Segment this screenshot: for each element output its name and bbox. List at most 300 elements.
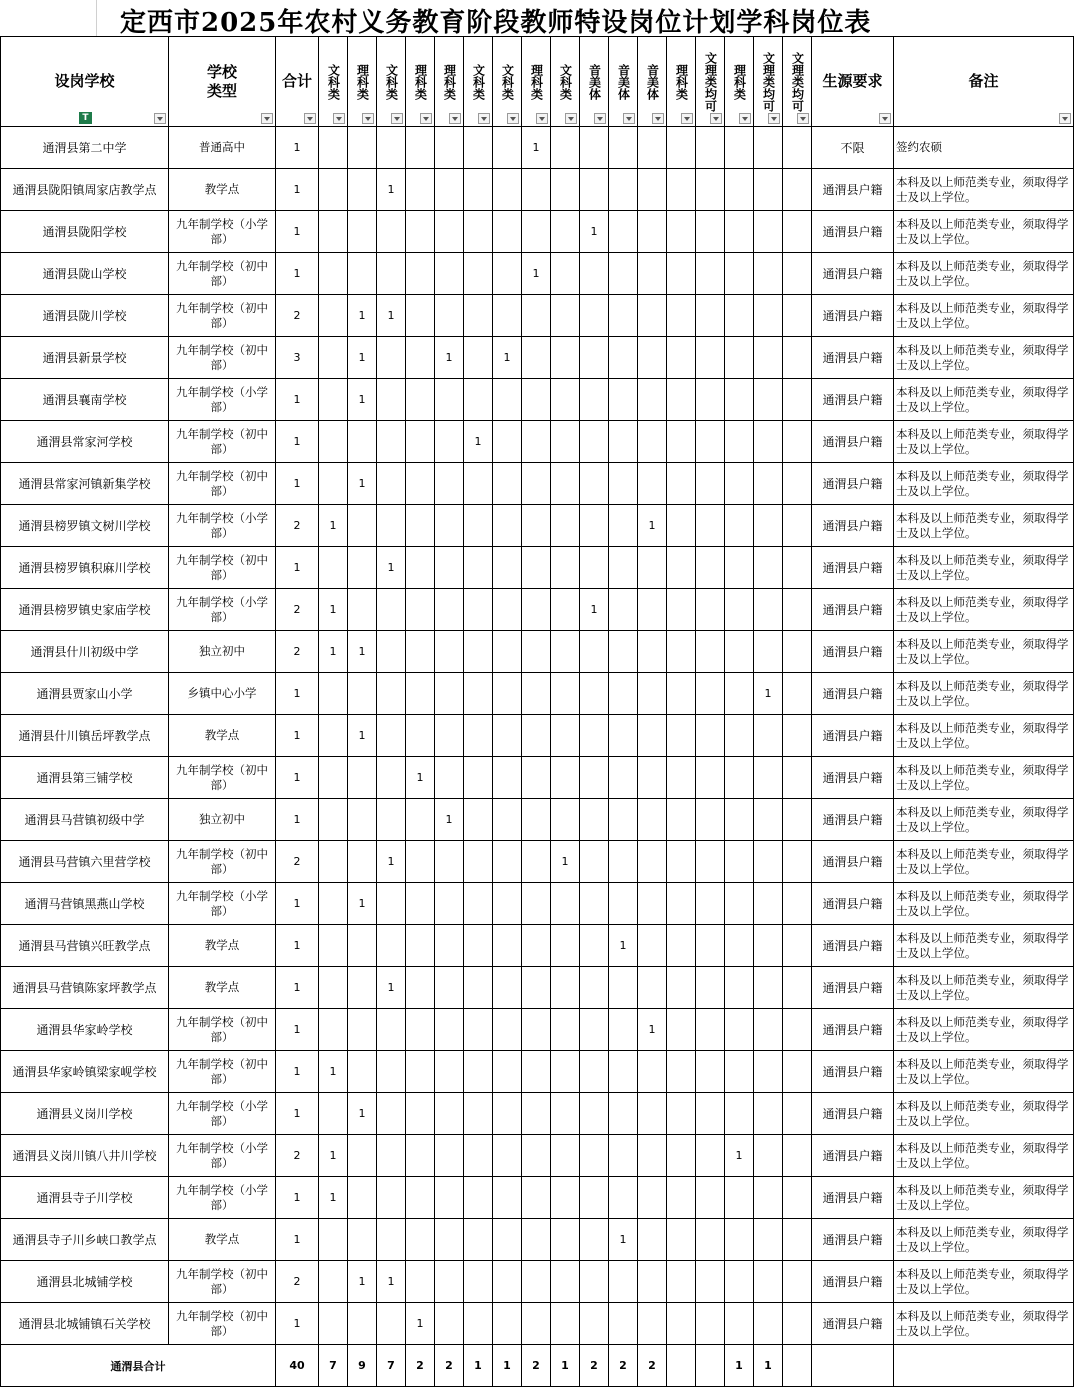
cell-subject-4[interactable] bbox=[406, 169, 435, 211]
cell-source[interactable]: 通渭县户籍 bbox=[812, 295, 894, 337]
filter-dropdown-icon[interactable] bbox=[623, 113, 635, 124]
cell-subject-2[interactable]: 1 bbox=[348, 463, 377, 505]
cell-subject-5[interactable] bbox=[435, 925, 464, 967]
cell-type[interactable]: 九年制学校（小学部） bbox=[169, 1177, 276, 1219]
cell-subject-5[interactable] bbox=[435, 1177, 464, 1219]
cell-subject-5[interactable] bbox=[435, 463, 464, 505]
cell-school[interactable]: 通渭县华家岭学校 bbox=[1, 1009, 169, 1051]
cell-subject-16[interactable] bbox=[754, 337, 783, 379]
cell-subject-16[interactable] bbox=[754, 1261, 783, 1303]
cell-note[interactable]: 本科及以上师范类专业，须取得学士及以上学位。 bbox=[894, 1009, 1074, 1051]
cell-subject-17[interactable] bbox=[783, 1135, 812, 1177]
cell-subject-1[interactable] bbox=[319, 211, 348, 253]
cell-note[interactable]: 本科及以上师范类专业，须取得学士及以上学位。 bbox=[894, 883, 1074, 925]
cell-subject-6[interactable] bbox=[464, 589, 493, 631]
cell-subject-7[interactable] bbox=[493, 295, 522, 337]
cell-subject-8[interactable] bbox=[522, 967, 551, 1009]
cell-subject-11[interactable] bbox=[609, 1051, 638, 1093]
cell-subject-11[interactable] bbox=[609, 589, 638, 631]
cell-subject-4[interactable]: 1 bbox=[406, 1303, 435, 1345]
cell-note[interactable]: 本科及以上师范类专业，须取得学士及以上学位。 bbox=[894, 421, 1074, 463]
cell-source[interactable]: 通渭县户籍 bbox=[812, 169, 894, 211]
cell-subject-9[interactable] bbox=[551, 631, 580, 673]
cell-total[interactable]: 2 bbox=[276, 505, 319, 547]
cell-subject-9[interactable]: 1 bbox=[551, 841, 580, 883]
cell-subject-13[interactable] bbox=[667, 547, 696, 589]
cell-subject-16[interactable] bbox=[754, 211, 783, 253]
cell-subject-9[interactable] bbox=[551, 673, 580, 715]
cell-total[interactable]: 2 bbox=[276, 1261, 319, 1303]
cell-subject-9[interactable] bbox=[551, 1051, 580, 1093]
cell-subject-16[interactable] bbox=[754, 1051, 783, 1093]
filter-dropdown-icon[interactable] bbox=[681, 113, 693, 124]
cell-note[interactable]: 本科及以上师范类专业，须取得学士及以上学位。 bbox=[894, 169, 1074, 211]
cell-school[interactable]: 通渭县北城铺学校 bbox=[1, 1261, 169, 1303]
cell-subject-3[interactable] bbox=[377, 253, 406, 295]
cell-subject-7[interactable] bbox=[493, 1135, 522, 1177]
cell-subject-8[interactable] bbox=[522, 1051, 551, 1093]
cell-note[interactable]: 本科及以上师范类专业，须取得学士及以上学位。 bbox=[894, 589, 1074, 631]
cell-note[interactable]: 本科及以上师范类专业，须取得学士及以上学位。 bbox=[894, 547, 1074, 589]
cell-subject-17[interactable] bbox=[783, 169, 812, 211]
cell-school[interactable]: 通渭县贾家山小学 bbox=[1, 673, 169, 715]
cell-subject-2[interactable] bbox=[348, 253, 377, 295]
cell-subject-12[interactable] bbox=[638, 1219, 667, 1261]
cell-subject-13[interactable] bbox=[667, 463, 696, 505]
cell-subject-13[interactable] bbox=[667, 841, 696, 883]
cell-subject-17[interactable] bbox=[783, 211, 812, 253]
cell-subject-8[interactable] bbox=[522, 1303, 551, 1345]
cell-subject-3[interactable]: 1 bbox=[377, 967, 406, 1009]
cell-subject-2[interactable] bbox=[348, 1177, 377, 1219]
cell-subject-13[interactable] bbox=[667, 421, 696, 463]
cell-subject-8[interactable] bbox=[522, 337, 551, 379]
cell-type[interactable]: 教学点 bbox=[169, 967, 276, 1009]
cell-subject-11[interactable] bbox=[609, 967, 638, 1009]
cell-subject-6[interactable] bbox=[464, 127, 493, 169]
cell-subject-6[interactable] bbox=[464, 925, 493, 967]
cell-subject-4[interactable] bbox=[406, 1093, 435, 1135]
cell-subject-4[interactable] bbox=[406, 631, 435, 673]
cell-type[interactable]: 九年制学校（小学部） bbox=[169, 505, 276, 547]
filter-dropdown-icon[interactable] bbox=[879, 113, 891, 124]
cell-subject-5[interactable]: 1 bbox=[435, 337, 464, 379]
cell-subject-3[interactable] bbox=[377, 1303, 406, 1345]
cell-type[interactable]: 九年制学校（初中部） bbox=[169, 463, 276, 505]
cell-subject-4[interactable] bbox=[406, 1219, 435, 1261]
cell-subject-7[interactable] bbox=[493, 967, 522, 1009]
cell-subject-5[interactable] bbox=[435, 1135, 464, 1177]
cell-source[interactable]: 通渭县户籍 bbox=[812, 883, 894, 925]
cell-subject-2[interactable] bbox=[348, 757, 377, 799]
cell-total[interactable]: 2 bbox=[276, 841, 319, 883]
cell-subject-3[interactable] bbox=[377, 127, 406, 169]
cell-subject-16[interactable] bbox=[754, 1135, 783, 1177]
cell-subject-2[interactable] bbox=[348, 169, 377, 211]
cell-subject-10[interactable] bbox=[580, 1093, 609, 1135]
cell-subject-15[interactable] bbox=[725, 505, 754, 547]
cell-subject-13[interactable] bbox=[667, 631, 696, 673]
cell-subject-8[interactable] bbox=[522, 925, 551, 967]
cell-total[interactable]: 1 bbox=[276, 253, 319, 295]
cell-subject-8[interactable] bbox=[522, 1219, 551, 1261]
cell-subject-1[interactable] bbox=[319, 1303, 348, 1345]
cell-note[interactable]: 本科及以上师范类专业，须取得学士及以上学位。 bbox=[894, 841, 1074, 883]
filter-dropdown-icon[interactable] bbox=[739, 113, 751, 124]
summary-subject-1[interactable]: 7 bbox=[319, 1345, 348, 1387]
summary-subject-10[interactable]: 2 bbox=[580, 1345, 609, 1387]
cell-type[interactable]: 九年制学校（小学部） bbox=[169, 211, 276, 253]
cell-subject-16[interactable] bbox=[754, 589, 783, 631]
cell-source[interactable]: 通渭县户籍 bbox=[812, 379, 894, 421]
summary-note[interactable] bbox=[894, 1345, 1074, 1387]
cell-subject-7[interactable] bbox=[493, 1219, 522, 1261]
cell-source[interactable]: 通渭县户籍 bbox=[812, 589, 894, 631]
cell-subject-13[interactable] bbox=[667, 211, 696, 253]
cell-subject-10[interactable] bbox=[580, 1051, 609, 1093]
cell-subject-6[interactable] bbox=[464, 1177, 493, 1219]
cell-subject-3[interactable] bbox=[377, 337, 406, 379]
cell-subject-4[interactable] bbox=[406, 1261, 435, 1303]
summary-subject-5[interactable]: 2 bbox=[435, 1345, 464, 1387]
cell-subject-15[interactable]: 1 bbox=[725, 1135, 754, 1177]
cell-subject-14[interactable] bbox=[696, 169, 725, 211]
cell-subject-1[interactable] bbox=[319, 799, 348, 841]
cell-school[interactable]: 通渭县什川初级中学 bbox=[1, 631, 169, 673]
cell-subject-11[interactable] bbox=[609, 127, 638, 169]
cell-subject-14[interactable] bbox=[696, 1303, 725, 1345]
cell-subject-2[interactable]: 1 bbox=[348, 379, 377, 421]
cell-subject-12[interactable] bbox=[638, 1051, 667, 1093]
cell-school[interactable]: 通渭县义岗川镇八井川学校 bbox=[1, 1135, 169, 1177]
cell-subject-6[interactable] bbox=[464, 1261, 493, 1303]
cell-subject-4[interactable] bbox=[406, 505, 435, 547]
cell-subject-2[interactable] bbox=[348, 1051, 377, 1093]
cell-subject-5[interactable] bbox=[435, 253, 464, 295]
summary-subject-11[interactable]: 2 bbox=[609, 1345, 638, 1387]
cell-school[interactable]: 通渭县北城铺镇石关学校 bbox=[1, 1303, 169, 1345]
cell-subject-4[interactable] bbox=[406, 967, 435, 1009]
cell-subject-7[interactable] bbox=[493, 1177, 522, 1219]
cell-school[interactable]: 通渭县常家河学校 bbox=[1, 421, 169, 463]
cell-source[interactable]: 通渭县户籍 bbox=[812, 631, 894, 673]
cell-subject-14[interactable] bbox=[696, 1135, 725, 1177]
cell-subject-6[interactable] bbox=[464, 211, 493, 253]
cell-subject-16[interactable] bbox=[754, 505, 783, 547]
cell-subject-1[interactable] bbox=[319, 463, 348, 505]
cell-subject-4[interactable] bbox=[406, 253, 435, 295]
cell-total[interactable]: 1 bbox=[276, 1009, 319, 1051]
cell-subject-7[interactable] bbox=[493, 505, 522, 547]
cell-subject-8[interactable] bbox=[522, 1009, 551, 1051]
cell-subject-16[interactable] bbox=[754, 967, 783, 1009]
cell-subject-17[interactable] bbox=[783, 379, 812, 421]
cell-subject-12[interactable] bbox=[638, 253, 667, 295]
cell-subject-5[interactable] bbox=[435, 631, 464, 673]
cell-subject-14[interactable] bbox=[696, 631, 725, 673]
cell-subject-9[interactable] bbox=[551, 337, 580, 379]
cell-source[interactable]: 通渭县户籍 bbox=[812, 673, 894, 715]
cell-total[interactable]: 1 bbox=[276, 1051, 319, 1093]
cell-total[interactable]: 1 bbox=[276, 799, 319, 841]
cell-subject-16[interactable] bbox=[754, 757, 783, 799]
cell-subject-1[interactable] bbox=[319, 673, 348, 715]
cell-subject-17[interactable] bbox=[783, 673, 812, 715]
cell-note[interactable]: 本科及以上师范类专业，须取得学士及以上学位。 bbox=[894, 1261, 1074, 1303]
cell-subject-8[interactable] bbox=[522, 715, 551, 757]
cell-subject-15[interactable] bbox=[725, 673, 754, 715]
summary-subject-2[interactable]: 9 bbox=[348, 1345, 377, 1387]
cell-subject-9[interactable] bbox=[551, 127, 580, 169]
cell-subject-3[interactable] bbox=[377, 673, 406, 715]
cell-subject-6[interactable] bbox=[464, 757, 493, 799]
cell-total[interactable]: 1 bbox=[276, 379, 319, 421]
cell-subject-7[interactable] bbox=[493, 211, 522, 253]
summary-label[interactable]: 通渭县合计 bbox=[1, 1345, 276, 1387]
cell-subject-11[interactable] bbox=[609, 1093, 638, 1135]
summary-subject-15[interactable]: 1 bbox=[725, 1345, 754, 1387]
cell-subject-16[interactable] bbox=[754, 631, 783, 673]
cell-subject-3[interactable] bbox=[377, 1219, 406, 1261]
cell-subject-11[interactable] bbox=[609, 379, 638, 421]
cell-subject-5[interactable] bbox=[435, 127, 464, 169]
cell-school[interactable]: 通渭县第三铺学校 bbox=[1, 757, 169, 799]
cell-total[interactable]: 1 bbox=[276, 715, 319, 757]
cell-subject-5[interactable] bbox=[435, 505, 464, 547]
cell-subject-1[interactable] bbox=[319, 547, 348, 589]
cell-subject-10[interactable]: 1 bbox=[580, 589, 609, 631]
cell-subject-7[interactable] bbox=[493, 1303, 522, 1345]
cell-note[interactable]: 本科及以上师范类专业，须取得学士及以上学位。 bbox=[894, 631, 1074, 673]
cell-subject-17[interactable] bbox=[783, 757, 812, 799]
cell-subject-1[interactable] bbox=[319, 295, 348, 337]
cell-subject-10[interactable] bbox=[580, 547, 609, 589]
cell-subject-16[interactable] bbox=[754, 421, 783, 463]
title-spacer-cell[interactable] bbox=[0, 0, 97, 36]
cell-type[interactable]: 九年制学校（初中部） bbox=[169, 253, 276, 295]
cell-total[interactable]: 1 bbox=[276, 421, 319, 463]
cell-subject-12[interactable] bbox=[638, 883, 667, 925]
cell-subject-4[interactable] bbox=[406, 925, 435, 967]
cell-subject-3[interactable] bbox=[377, 1177, 406, 1219]
cell-subject-3[interactable] bbox=[377, 757, 406, 799]
cell-school[interactable]: 通渭马营镇黑燕山学校 bbox=[1, 883, 169, 925]
cell-subject-12[interactable] bbox=[638, 127, 667, 169]
cell-note[interactable]: 本科及以上师范类专业，须取得学士及以上学位。 bbox=[894, 379, 1074, 421]
cell-subject-1[interactable] bbox=[319, 1009, 348, 1051]
cell-subject-7[interactable] bbox=[493, 589, 522, 631]
cell-source[interactable]: 通渭县户籍 bbox=[812, 253, 894, 295]
filter-active-icon[interactable]: T bbox=[79, 112, 92, 124]
cell-subject-3[interactable] bbox=[377, 421, 406, 463]
cell-subject-15[interactable] bbox=[725, 715, 754, 757]
cell-source[interactable]: 不限 bbox=[812, 127, 894, 169]
cell-subject-13[interactable] bbox=[667, 379, 696, 421]
cell-note[interactable]: 本科及以上师范类专业，须取得学士及以上学位。 bbox=[894, 505, 1074, 547]
cell-subject-3[interactable]: 1 bbox=[377, 547, 406, 589]
cell-source[interactable]: 通渭县户籍 bbox=[812, 463, 894, 505]
cell-subject-10[interactable] bbox=[580, 925, 609, 967]
cell-subject-4[interactable] bbox=[406, 1051, 435, 1093]
cell-total[interactable]: 3 bbox=[276, 337, 319, 379]
cell-subject-3[interactable] bbox=[377, 1051, 406, 1093]
cell-subject-4[interactable] bbox=[406, 463, 435, 505]
cell-subject-9[interactable] bbox=[551, 463, 580, 505]
cell-subject-13[interactable] bbox=[667, 337, 696, 379]
cell-subject-13[interactable] bbox=[667, 505, 696, 547]
cell-subject-10[interactable] bbox=[580, 715, 609, 757]
cell-subject-3[interactable] bbox=[377, 883, 406, 925]
cell-subject-9[interactable] bbox=[551, 1093, 580, 1135]
cell-school[interactable]: 通渭县马营镇六里营学校 bbox=[1, 841, 169, 883]
cell-subject-4[interactable]: 1 bbox=[406, 757, 435, 799]
cell-subject-4[interactable] bbox=[406, 547, 435, 589]
filter-dropdown-icon[interactable] bbox=[536, 113, 548, 124]
cell-source[interactable]: 通渭县户籍 bbox=[812, 421, 894, 463]
cell-subject-16[interactable] bbox=[754, 883, 783, 925]
cell-subject-9[interactable] bbox=[551, 1303, 580, 1345]
cell-subject-12[interactable] bbox=[638, 547, 667, 589]
cell-subject-6[interactable] bbox=[464, 673, 493, 715]
cell-subject-11[interactable] bbox=[609, 1009, 638, 1051]
cell-subject-5[interactable] bbox=[435, 1303, 464, 1345]
cell-total[interactable]: 1 bbox=[276, 211, 319, 253]
cell-subject-14[interactable] bbox=[696, 1219, 725, 1261]
cell-total[interactable]: 1 bbox=[276, 169, 319, 211]
cell-school[interactable]: 通渭县华家岭镇梁家岘学校 bbox=[1, 1051, 169, 1093]
cell-subject-8[interactable] bbox=[522, 379, 551, 421]
cell-subject-9[interactable] bbox=[551, 1009, 580, 1051]
cell-subject-4[interactable] bbox=[406, 841, 435, 883]
cell-subject-13[interactable] bbox=[667, 1219, 696, 1261]
cell-subject-11[interactable] bbox=[609, 883, 638, 925]
cell-source[interactable]: 通渭县户籍 bbox=[812, 1051, 894, 1093]
cell-total[interactable]: 1 bbox=[276, 127, 319, 169]
cell-subject-17[interactable] bbox=[783, 589, 812, 631]
cell-subject-17[interactable] bbox=[783, 1051, 812, 1093]
cell-subject-16[interactable] bbox=[754, 1009, 783, 1051]
cell-subject-3[interactable] bbox=[377, 1093, 406, 1135]
cell-subject-6[interactable] bbox=[464, 631, 493, 673]
cell-subject-2[interactable]: 1 bbox=[348, 715, 377, 757]
cell-subject-16[interactable] bbox=[754, 715, 783, 757]
cell-note[interactable]: 本科及以上师范类专业，须取得学士及以上学位。 bbox=[894, 211, 1074, 253]
cell-subject-12[interactable] bbox=[638, 1261, 667, 1303]
cell-subject-5[interactable] bbox=[435, 1093, 464, 1135]
cell-subject-17[interactable] bbox=[783, 1261, 812, 1303]
cell-school[interactable]: 通渭县马营镇初级中学 bbox=[1, 799, 169, 841]
cell-subject-14[interactable] bbox=[696, 673, 725, 715]
summary-subject-7[interactable]: 1 bbox=[493, 1345, 522, 1387]
cell-type[interactable]: 九年制学校（小学部） bbox=[169, 1135, 276, 1177]
cell-subject-11[interactable]: 1 bbox=[609, 1219, 638, 1261]
cell-note[interactable]: 本科及以上师范类专业，须取得学士及以上学位。 bbox=[894, 253, 1074, 295]
cell-subject-10[interactable] bbox=[580, 379, 609, 421]
cell-subject-12[interactable] bbox=[638, 673, 667, 715]
cell-subject-9[interactable] bbox=[551, 715, 580, 757]
cell-subject-4[interactable] bbox=[406, 379, 435, 421]
cell-subject-6[interactable] bbox=[464, 253, 493, 295]
cell-subject-8[interactable]: 1 bbox=[522, 127, 551, 169]
summary-subject-17[interactable] bbox=[783, 1345, 812, 1387]
cell-subject-14[interactable] bbox=[696, 589, 725, 631]
cell-subject-15[interactable] bbox=[725, 1219, 754, 1261]
cell-subject-1[interactable]: 1 bbox=[319, 505, 348, 547]
cell-subject-5[interactable] bbox=[435, 295, 464, 337]
cell-subject-2[interactable]: 1 bbox=[348, 1093, 377, 1135]
cell-subject-17[interactable] bbox=[783, 1303, 812, 1345]
cell-subject-12[interactable] bbox=[638, 757, 667, 799]
cell-total[interactable]: 1 bbox=[276, 1303, 319, 1345]
cell-subject-13[interactable] bbox=[667, 169, 696, 211]
cell-note[interactable]: 签约农硕 bbox=[894, 127, 1074, 169]
cell-subject-2[interactable] bbox=[348, 673, 377, 715]
cell-subject-17[interactable] bbox=[783, 1177, 812, 1219]
cell-subject-17[interactable] bbox=[783, 463, 812, 505]
cell-subject-11[interactable] bbox=[609, 673, 638, 715]
cell-school[interactable]: 通渭县寺子川学校 bbox=[1, 1177, 169, 1219]
cell-subject-13[interactable] bbox=[667, 883, 696, 925]
cell-subject-7[interactable]: 1 bbox=[493, 337, 522, 379]
cell-subject-5[interactable] bbox=[435, 841, 464, 883]
cell-subject-5[interactable] bbox=[435, 673, 464, 715]
cell-subject-1[interactable]: 1 bbox=[319, 1135, 348, 1177]
cell-subject-2[interactable] bbox=[348, 1303, 377, 1345]
cell-subject-10[interactable] bbox=[580, 1135, 609, 1177]
cell-subject-6[interactable] bbox=[464, 505, 493, 547]
cell-subject-7[interactable] bbox=[493, 127, 522, 169]
cell-note[interactable]: 本科及以上师范类专业，须取得学士及以上学位。 bbox=[894, 925, 1074, 967]
cell-subject-8[interactable] bbox=[522, 589, 551, 631]
cell-subject-12[interactable] bbox=[638, 799, 667, 841]
cell-type[interactable]: 九年制学校（初中部） bbox=[169, 1261, 276, 1303]
filter-dropdown-icon[interactable] bbox=[420, 113, 432, 124]
cell-subject-6[interactable] bbox=[464, 169, 493, 211]
cell-subject-8[interactable] bbox=[522, 1093, 551, 1135]
cell-note[interactable]: 本科及以上师范类专业，须取得学士及以上学位。 bbox=[894, 1219, 1074, 1261]
cell-subject-11[interactable] bbox=[609, 1135, 638, 1177]
cell-subject-4[interactable] bbox=[406, 673, 435, 715]
cell-subject-14[interactable] bbox=[696, 505, 725, 547]
cell-subject-1[interactable]: 1 bbox=[319, 1177, 348, 1219]
cell-type[interactable]: 九年制学校（小学部） bbox=[169, 589, 276, 631]
cell-subject-7[interactable] bbox=[493, 631, 522, 673]
cell-source[interactable]: 通渭县户籍 bbox=[812, 799, 894, 841]
cell-subject-16[interactable]: 1 bbox=[754, 673, 783, 715]
cell-subject-8[interactable]: 1 bbox=[522, 253, 551, 295]
cell-type[interactable]: 教学点 bbox=[169, 169, 276, 211]
filter-dropdown-icon[interactable] bbox=[261, 113, 273, 124]
cell-subject-12[interactable] bbox=[638, 211, 667, 253]
cell-subject-1[interactable] bbox=[319, 925, 348, 967]
cell-subject-12[interactable] bbox=[638, 1177, 667, 1219]
cell-subject-10[interactable] bbox=[580, 883, 609, 925]
cell-subject-2[interactable] bbox=[348, 505, 377, 547]
cell-subject-1[interactable]: 1 bbox=[319, 631, 348, 673]
cell-subject-2[interactable] bbox=[348, 1219, 377, 1261]
cell-subject-10[interactable] bbox=[580, 967, 609, 1009]
cell-subject-11[interactable] bbox=[609, 463, 638, 505]
cell-subject-14[interactable] bbox=[696, 547, 725, 589]
cell-subject-4[interactable] bbox=[406, 211, 435, 253]
cell-subject-1[interactable] bbox=[319, 757, 348, 799]
cell-subject-2[interactable]: 1 bbox=[348, 1261, 377, 1303]
cell-subject-6[interactable] bbox=[464, 967, 493, 1009]
cell-subject-2[interactable] bbox=[348, 211, 377, 253]
cell-subject-15[interactable] bbox=[725, 631, 754, 673]
cell-subject-14[interactable] bbox=[696, 1009, 725, 1051]
cell-subject-16[interactable] bbox=[754, 1303, 783, 1345]
